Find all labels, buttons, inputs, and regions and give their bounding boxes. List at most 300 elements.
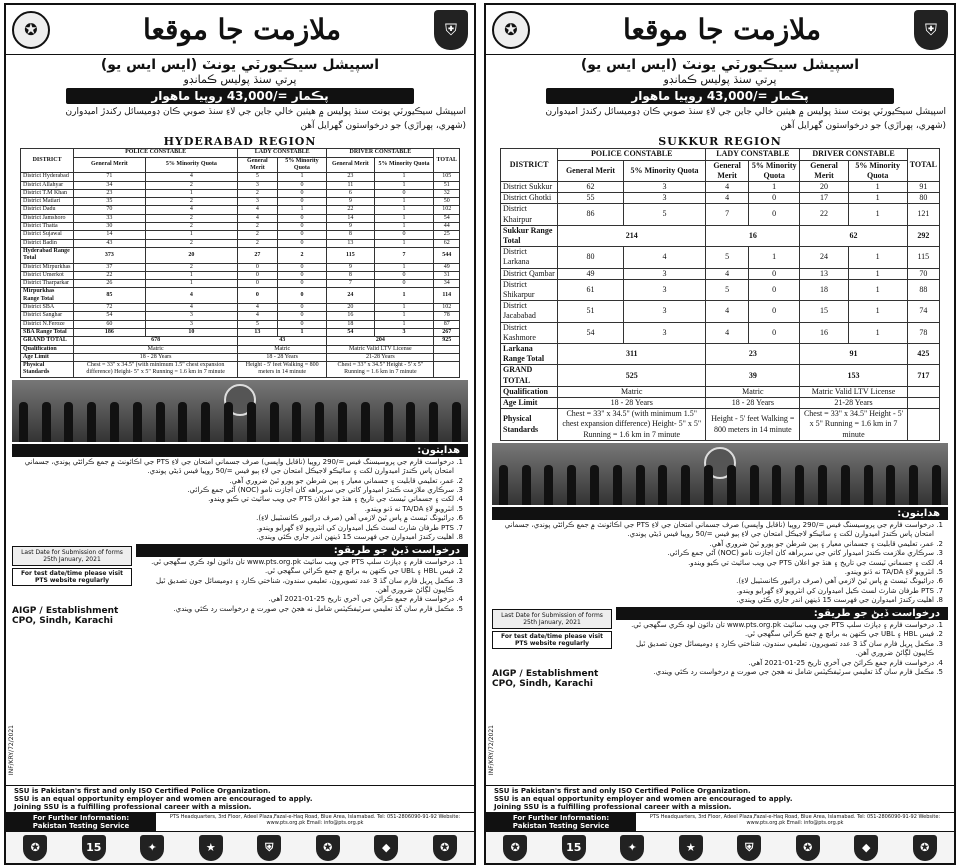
instruction-item: 2. عمر، تعليمي قابليت ۽ جسماني معيار ۽ ٻين شرطن جو پورو ٿيڻ ضروري آهي. <box>494 540 934 549</box>
district-name: Sukkur Range Total <box>501 225 558 246</box>
police-general: 54 <box>74 312 146 320</box>
police-general: 26 <box>74 280 146 288</box>
driver-general: 18 <box>327 320 374 328</box>
apply-item: 1. درخواست فارم ۽ ڊپازٽ سلپ PTS جي ويب سائيٽ www.pts.org.pk تان ڊائون لوڊ ڪري سگهجي ٿي. <box>618 621 934 630</box>
police-total: 311 <box>558 344 706 365</box>
driver-minority: 0 <box>374 231 434 239</box>
grand-total-row <box>21 337 460 345</box>
grand-driver: 204 <box>327 337 434 345</box>
instruction-item: 6. ڊرائيونگ ٽيسٽ ۾ پاس ٿيڻ لازمي آهي (صرف ڊرائيور ڪانسٽيبل لاءِ). <box>494 577 934 586</box>
unit-name: اسپيشل سيڪيورٽي يونٽ (ايس ايس يو) <box>580 57 860 73</box>
district-row <box>501 279 940 300</box>
lady-general: 13 <box>238 328 278 336</box>
footer-line: Joining SSU is a fulfilling professional career with a mission. <box>494 803 732 811</box>
apply-item: 4. درخواست فارم جمع ڪرائڻ جي آخري تاريخ 25-01-2021 آهي. <box>618 659 934 668</box>
lady-general: 7 <box>706 204 749 225</box>
district-name: SBA Range Total <box>21 328 74 336</box>
intro-line-1: اسپيشل سيڪيورٽي يونٽ سنڌ پوليس ۾ هيٺين خالي جاين جي لاءِ سنڌ صوبي ڪان ڊوميسائل رکندڙ اميدوارن <box>545 107 946 117</box>
physical-label: Physical Standards <box>21 362 74 378</box>
driver-general: 20 <box>800 181 848 192</box>
unit-logo-icon: ✪ <box>433 835 457 861</box>
district-name: District Ghotki <box>501 193 558 204</box>
driver-minority: 1 <box>848 247 907 268</box>
apply-left-column <box>12 544 132 626</box>
district-name: District Hyderabad <box>21 173 74 181</box>
grand-lady: 39 <box>706 365 800 386</box>
district-name: District Larkana <box>501 247 558 268</box>
lady-general: 27 <box>238 247 278 263</box>
police-general: 186 <box>74 328 146 336</box>
apply-left-column <box>492 607 612 689</box>
phys-lady: Height - 5' feet Walking = 800 meters in 14 minute <box>238 362 327 378</box>
district-name: District Sujawal <box>21 231 74 239</box>
lady-minority: 1 <box>277 173 327 181</box>
ad-header <box>6 5 474 55</box>
pts-address: PTS Headquarters, 3rd Floor, Adeel Plaza,Fazal-e-Haq Road, Blue Area, Islamabad. Tel: 051-2806090-91-92 Website: www.pts.org.pk Email: info@pts.org.pk <box>649 814 941 826</box>
sub-minority: 5% Minority Quota <box>145 157 237 173</box>
row-total: 121 <box>907 204 939 225</box>
police-minority: 4 <box>145 173 237 181</box>
police-general: 14 <box>74 231 146 239</box>
district-row <box>501 322 940 343</box>
lady-minority: 1 <box>748 247 799 268</box>
sub-minority: 5% Minority Quota <box>623 160 705 181</box>
unit-logo-icon: ✪ <box>913 835 937 861</box>
lady-total: 16 <box>706 225 800 246</box>
qual-police: Matric <box>74 345 238 353</box>
footer-line: SSU is Pakistan's first and only ISO Certified Police Organization. <box>494 787 751 795</box>
qualification-label: Qualification <box>501 386 558 397</box>
lady-general: 5 <box>238 173 278 181</box>
lady-general: 3 <box>238 181 278 189</box>
row-total: 87 <box>434 320 460 328</box>
apply-right-column <box>136 544 468 616</box>
police-minority: 3 <box>623 181 705 192</box>
driver-minority: 1 <box>848 279 907 300</box>
lady-minority: 0 <box>277 231 327 239</box>
logo-strip <box>486 831 954 863</box>
police-general: 49 <box>558 268 624 279</box>
apply-list <box>616 620 948 679</box>
police-minority: 3 <box>145 320 237 328</box>
intro-line-2: (شهري، ٻهراڙي) جو درخواستون گهرايل آهن <box>300 120 466 131</box>
grand-police: 525 <box>558 365 706 386</box>
contact-footer <box>6 812 474 831</box>
footer-notes <box>6 785 474 812</box>
intro-line-2: (شهري، ٻهراڙي) جو درخواستون گهرايل آهن <box>780 120 946 131</box>
driver-minority: 7 <box>374 247 434 263</box>
lady-minority: 0 <box>277 280 327 288</box>
apply-heading: درخواست ڏيڻ جو طريقو: <box>136 544 468 557</box>
apply-list <box>136 557 468 616</box>
lady-general: 0 <box>238 288 278 304</box>
district-name: Mirpurkhas Range Total <box>21 288 74 304</box>
district-name: District Thatta <box>21 223 74 231</box>
col-total: TOTAL <box>907 149 939 182</box>
police-general: 373 <box>74 247 146 263</box>
phys-driver: Chest = 33" x 34.5" Height - 5' x 5" Running = 1.6 km in 7 minute <box>327 362 434 378</box>
sub-general: General Merit <box>558 160 624 181</box>
lady-general: 5 <box>706 279 749 300</box>
driver-minority: 1 <box>848 193 907 204</box>
unit-logo-icon: ✪ <box>796 835 820 861</box>
apply-item: 2. فيس HBL ۽ UBL جي ڪنهن به برانچ ۾ جمع ڪرائي سگهجي ٿي. <box>618 630 934 639</box>
sub-general: General Merit <box>74 157 146 173</box>
police-general: 35 <box>74 198 146 206</box>
police-total: 214 <box>558 225 706 246</box>
instruction-item: 7. PTS طرفان شارٽ لسٽ ڪيل اميدوارن کي انٽرويو لاءِ گهرايو ويندو. <box>494 587 934 596</box>
police-minority: 2 <box>145 239 237 247</box>
driver-general: 9 <box>327 198 374 206</box>
instructions-heading: هدايتون: <box>492 507 948 520</box>
apply-section <box>6 544 474 626</box>
lady-minority: 0 <box>277 223 327 231</box>
col-driver: DRIVER CONSTABLE <box>800 149 907 160</box>
district-name: Larkana Range Total <box>501 344 558 365</box>
police-general: 80 <box>558 247 624 268</box>
district-name: District Shikarpur <box>501 279 558 300</box>
unit-logo-icon: ◆ <box>854 835 878 861</box>
district-row <box>21 206 460 214</box>
lady-minority: 0 <box>277 288 327 304</box>
pts-name: Pakistan Testing Service <box>32 822 130 830</box>
lady-general: 2 <box>238 223 278 231</box>
driver-general: 8 <box>327 271 374 279</box>
lady-minority: 0 <box>277 304 327 312</box>
driver-minority: 0 <box>374 271 434 279</box>
qual-driver: Matric Valid LTV License <box>327 345 434 353</box>
row-total: 54 <box>434 214 460 222</box>
driver-minority: 1 <box>374 198 434 206</box>
driver-general: 23 <box>327 173 374 181</box>
instruction-item: 6. ڊرائيونگ ٽيسٽ ۾ پاس ٿيڻ لازمي آهي (صرف ڊرائيور ڪانسٽيبل لاءِ). <box>14 514 454 523</box>
lady-minority: 0 <box>277 239 327 247</box>
age-police: 18 - 28 Years <box>558 398 706 409</box>
police-minority: 3 <box>623 301 705 322</box>
ad-code: INF/KRY/72/2021 <box>8 725 15 776</box>
police-general: 62 <box>558 181 624 192</box>
row-total: 78 <box>907 322 939 343</box>
instruction-item: 4. لکت ۽ جسماني ٽيسٽ جي تاريخ ۽ هنڌ جو اعلان PTS جي ويب سائيٽ تي ڪيو ويندو. <box>494 559 934 568</box>
police-minority: 4 <box>145 288 237 304</box>
police-general: 86 <box>558 204 624 225</box>
police-minority: 1 <box>145 271 237 279</box>
police-minority: 4 <box>623 247 705 268</box>
grand-total: 925 <box>434 337 460 345</box>
lady-general: 0 <box>238 280 278 288</box>
row-total: 44 <box>434 223 460 231</box>
police-general: 30 <box>74 223 146 231</box>
row-total: 51 <box>434 181 460 189</box>
qualification-row <box>501 386 940 397</box>
police-minority: 2 <box>145 263 237 271</box>
sub-minority: 5% Minority Quota <box>374 157 434 173</box>
lady-general: 0 <box>238 271 278 279</box>
driver-minority: 1 <box>848 181 907 192</box>
lady-minority: 0 <box>277 189 327 197</box>
phys-police: Chest = 33" x 34.5" (with minimum 1.5" chest expansion difference) Height- 5" x 5" Running = 1.6 km in 7 minute <box>74 362 238 378</box>
row-total: 25 <box>434 231 460 239</box>
row-total: 31 <box>434 271 460 279</box>
lady-minority: 0 <box>277 320 327 328</box>
district-name: District N.Feroze <box>21 320 74 328</box>
driver-minority: 1 <box>374 173 434 181</box>
further-info-box <box>486 813 636 831</box>
driver-minority: 1 <box>848 322 907 343</box>
row-total: 49 <box>434 263 460 271</box>
driver-general: 15 <box>800 301 848 322</box>
district-row <box>501 225 940 246</box>
sub-minority: 5% Minority Quota <box>848 160 907 181</box>
police-general: 55 <box>558 193 624 204</box>
district-row <box>21 247 460 263</box>
issuing-authority: AIGP / Establishment CPO, Sindh, Karachi <box>492 668 599 689</box>
physical-label: Physical Standards <box>501 409 558 441</box>
phys-police: Chest = 33" x 34.5" (with minimum 1.5" chest expansion difference) Height- 5" x 5" Running = 1.6 km in 7 minute <box>558 409 706 441</box>
police-minority: 5 <box>623 204 705 225</box>
police-minority: 4 <box>145 304 237 312</box>
apply-item: 3. مڪمل ڀريل فارم سان گڏ 3 عدد تصويرون، تعليمي سندون، شناختي ڪارڊ ۽ ڊوميسائل جون تصديق ٿيل ڪاپيون لڳائڻ ضروري آهن. <box>138 577 454 596</box>
further-info-box <box>6 813 156 831</box>
driver-minority: 0 <box>374 189 434 197</box>
row-total: 91 <box>907 181 939 192</box>
driver-minority: 1 <box>374 288 434 304</box>
driver-general: 16 <box>327 312 374 320</box>
col-driver: DRIVER CONSTABLE <box>327 149 434 157</box>
lady-minority: 0 <box>748 193 799 204</box>
district-name: Hyderabad Range Total <box>21 247 74 263</box>
driver-minority: 1 <box>374 320 434 328</box>
police-general: 43 <box>74 239 146 247</box>
police-general: 37 <box>74 263 146 271</box>
logo-strip <box>6 831 474 863</box>
district-row <box>21 198 460 206</box>
police-general: 72 <box>74 304 146 312</box>
lady-minority: 0 <box>277 271 327 279</box>
district-row <box>21 181 460 189</box>
qual-driver: Matric Valid LTV License <box>800 386 907 397</box>
apply-item: 5. مڪمل فارم سان گڏ تعليمي سرٽيفڪيٽس شامل نه هجڻ جي صورت ۾ درخواست رد ڪئي ويندي. <box>618 668 934 677</box>
unit-logo-icon: ★ <box>679 835 703 861</box>
driver-minority: 1 <box>374 312 434 320</box>
police-minority: 20 <box>145 247 237 263</box>
district-name: District Qambar <box>501 268 558 279</box>
police-minority: 3 <box>623 279 705 300</box>
lady-general: 4 <box>706 181 749 192</box>
district-row <box>21 304 460 312</box>
district-name: District T.M Khan <box>21 189 74 197</box>
apply-section <box>486 607 954 689</box>
driver-minority: 1 <box>848 204 907 225</box>
row-total: 50 <box>434 198 460 206</box>
footer-line: Joining SSU is a fulfilling professional career with a mission. <box>14 803 252 811</box>
driver-general: 9 <box>327 223 374 231</box>
age-row <box>21 353 460 361</box>
district-name: District Tharparkar <box>21 280 74 288</box>
commando-group-photo <box>492 443 948 505</box>
district-row <box>21 239 460 247</box>
district-row <box>21 173 460 181</box>
phys-driver: Chest = 33" x 34.5" Height - 5' x 5" Running = 1.6 km in 7 minute <box>800 409 907 441</box>
sub-general: General Merit <box>800 160 848 181</box>
police-minority: 4 <box>145 206 237 214</box>
lady-general: 2 <box>238 231 278 239</box>
police-minority: 3 <box>623 268 705 279</box>
district-name: District Sanghar <box>21 312 74 320</box>
footer-line: SSU is an equal opportunity employer and women are encouraged to apply. <box>14 795 313 803</box>
district-row <box>21 231 460 239</box>
test-date-notice: For test date/time please visit PTS website regularly <box>12 568 132 586</box>
district-name: District Allahyar <box>21 181 74 189</box>
row-total: 425 <box>907 344 939 365</box>
lady-general: 4 <box>238 304 278 312</box>
lady-general: 4 <box>238 214 278 222</box>
grand-driver: 153 <box>800 365 907 386</box>
test-date-notice: For test date/time please visit PTS website regularly <box>492 631 612 649</box>
row-total: 34 <box>434 280 460 288</box>
lady-general: 2 <box>238 189 278 197</box>
lady-general: 4 <box>238 206 278 214</box>
row-total: 88 <box>907 279 939 300</box>
row-total: 74 <box>907 301 939 322</box>
sub-general: General Merit <box>327 157 374 173</box>
footer-line: SSU is Pakistan's first and only ISO Certified Police Organization. <box>14 787 271 795</box>
lady-general: 2 <box>238 239 278 247</box>
driver-general: 115 <box>327 247 374 263</box>
sub-general: General Merit <box>238 157 278 173</box>
lady-general: 4 <box>706 322 749 343</box>
lady-general: 5 <box>238 320 278 328</box>
lady-general: 3 <box>238 198 278 206</box>
district-name: District Badin <box>21 239 74 247</box>
age-driver: 21-28 Years <box>800 398 907 409</box>
instruction-item: 2. عمر، تعليمي قابليت ۽ جسماني معيار ۽ ٻين شرطن جو پورو ٿيڻ ضروري آهي. <box>14 477 454 486</box>
vacancy-table <box>500 148 940 440</box>
row-total: 70 <box>907 268 939 279</box>
driver-general: 24 <box>800 247 848 268</box>
driver-general: 13 <box>327 239 374 247</box>
age-driver: 21-28 Years <box>327 353 434 361</box>
ssu-shield-icon: ⛨ <box>434 10 468 50</box>
driver-general: 9 <box>327 263 374 271</box>
physical-row <box>21 362 460 378</box>
district-row <box>21 288 460 304</box>
district-row <box>501 193 940 204</box>
driver-minority: 3 <box>374 328 434 336</box>
unit-logo-icon: ✪ <box>316 835 340 861</box>
driver-general: 20 <box>327 304 374 312</box>
driver-total: 62 <box>800 225 907 246</box>
footer-notes <box>486 785 954 812</box>
apply-item: 4. درخواست فارم جمع ڪرائڻ جي آخري تاريخ 25-01-2021 آهي. <box>138 595 454 604</box>
row-total: 105 <box>434 173 460 181</box>
police-general: 85 <box>74 288 146 304</box>
further-info-label: For Further Information: <box>512 814 610 822</box>
lady-minority: 0 <box>748 322 799 343</box>
sindh-police-emblem-icon: ✪ <box>12 11 50 49</box>
row-total: 80 <box>907 193 939 204</box>
police-minority: 2 <box>145 198 237 206</box>
apply-item: 2. فيس HBL ۽ UBL جي ڪنهن به برانچ ۾ جمع ڪرائي سگهجي ٿي. <box>138 567 454 576</box>
advertisement-sukkur <box>484 3 956 865</box>
last-date-box: Last Date for Submission of forms 25th January, 2021 <box>492 609 612 629</box>
age-police: 18 - 28 Years <box>74 353 238 361</box>
lady-minority: 0 <box>277 312 327 320</box>
sub-general: General Merit <box>706 160 749 181</box>
empty-cell <box>434 353 460 361</box>
row-total: 115 <box>907 247 939 268</box>
driver-general: 13 <box>800 268 848 279</box>
driver-general: 6 <box>327 189 374 197</box>
lady-minority: 1 <box>277 328 327 336</box>
district-row <box>21 312 460 320</box>
unit-logo-icon: ◆ <box>374 835 398 861</box>
police-general: 60 <box>74 320 146 328</box>
qualification-row <box>21 345 460 353</box>
driver-minority: 0 <box>374 280 434 288</box>
instruction-item: 1. درخواست فارم جي پروسيسنگ فيس =/290 روپيا (ناقابل واپسي) صرف جسماني امتحان جي لاءِ PTS جي اڪائونٽ ۾ جمع ڪرائڻي پوندي، جسماني امتحان پاس ڪندڙ اميدوارن لکت ۽ سائيڪو لاجيڪل امتحان جي لاءِ ٻيو فيس =/50 روپيا فيس ڏيڻي پوندي. <box>494 521 934 540</box>
district-row <box>21 189 460 197</box>
district-row <box>501 301 940 322</box>
phys-lady: Height - 5' feet Walking = 800 meters in 14 minute <box>706 409 800 441</box>
region-title: HYDERABAD REGION <box>163 135 317 149</box>
district-name: District Jacababad <box>501 301 558 322</box>
instruction-item: 5. انٽرويو لاءِ TA/DA نه ڏنو ويندو. <box>14 505 454 514</box>
district-row <box>501 204 940 225</box>
ad-title: ملازمت جا موقعا <box>623 13 821 46</box>
instruction-item: 3. سرڪاري ملازمت ڪندڙ اميدوار کاتي جي سربراهه کان اجازت نامو (NOC) آڻي جمع ڪرائي. <box>494 549 934 558</box>
driver-general: 17 <box>800 193 848 204</box>
empty-cell <box>907 409 939 441</box>
police-general: 34 <box>74 181 146 189</box>
grand-total-row <box>501 365 940 386</box>
lady-minority: 0 <box>277 214 327 222</box>
instruction-item: 1. درخواست فارم جي پروسيسنگ فيس =/290 روپيا (ناقابل واپسي) صرف جسماني امتحان جي لاءِ PTS جي اڪائونٽ ۾ جمع ڪرائڻي پوندي، جسماني امتحان پاس ڪندڙ اميدوارن لکت ۽ سائيڪو لاجيڪل امتحان جي لاءِ ٻيو فيس =/50 روپيا فيس ڏيڻي پوندي. <box>14 458 454 477</box>
force-name: پرتي سنڌ پوليس ڪمانڊو <box>183 73 297 86</box>
pay-banner: پڪمار =/43,000 روپيا ماهوار <box>546 88 894 104</box>
police-minority: 2 <box>145 223 237 231</box>
driver-general: 7 <box>327 280 374 288</box>
district-row <box>21 223 460 231</box>
apply-item: 3. مڪمل ڀريل فارم سان گڏ 3 عدد تصويرون، تعليمي سندون، شناختي ڪارڊ ۽ ڊوميسائل جون تصديق ٿيل ڪاپيون لڳائڻ ضروري آهن. <box>618 640 934 659</box>
police-minority: 1 <box>145 231 237 239</box>
police-minority: 3 <box>145 312 237 320</box>
empty-cell <box>434 345 460 353</box>
col-lady: LADY CONSTABLE <box>238 149 327 157</box>
police-minority: 3 <box>623 322 705 343</box>
unit-name: اسپيشل سيڪيورٽي يونٽ (ايس ايس يو) <box>100 57 380 73</box>
qual-lady: Matric <box>238 345 327 353</box>
police-general: 71 <box>74 173 146 181</box>
apply-right-column <box>616 607 948 679</box>
row-total: 62 <box>434 239 460 247</box>
ad-code: INF/KRY/72/2021 <box>488 725 495 776</box>
driver-general: 11 <box>327 181 374 189</box>
qual-lady: Matric <box>706 386 800 397</box>
pay-banner: پڪمار =/43,000 روپيا ماهوار <box>66 88 414 104</box>
district-row <box>501 268 940 279</box>
ssu-shield-icon: ⛨ <box>914 10 948 50</box>
unit-logo-icon: ✪ <box>23 835 47 861</box>
unit-logo-icon: ✪ <box>503 835 527 861</box>
driver-minority: 1 <box>374 263 434 271</box>
instruction-item: 3. سرڪاري ملازمت ڪندڙ اميدوار کاتي جي سربراهه کان اجازت نامو (NOC) آڻي جمع ڪرائي. <box>14 486 454 495</box>
police-general: 33 <box>74 214 146 222</box>
driver-minority: 1 <box>374 206 434 214</box>
driver-general: 22 <box>327 206 374 214</box>
force-name: پرتي سنڌ پوليس ڪمانڊو <box>663 73 777 86</box>
physical-row <box>501 409 940 441</box>
